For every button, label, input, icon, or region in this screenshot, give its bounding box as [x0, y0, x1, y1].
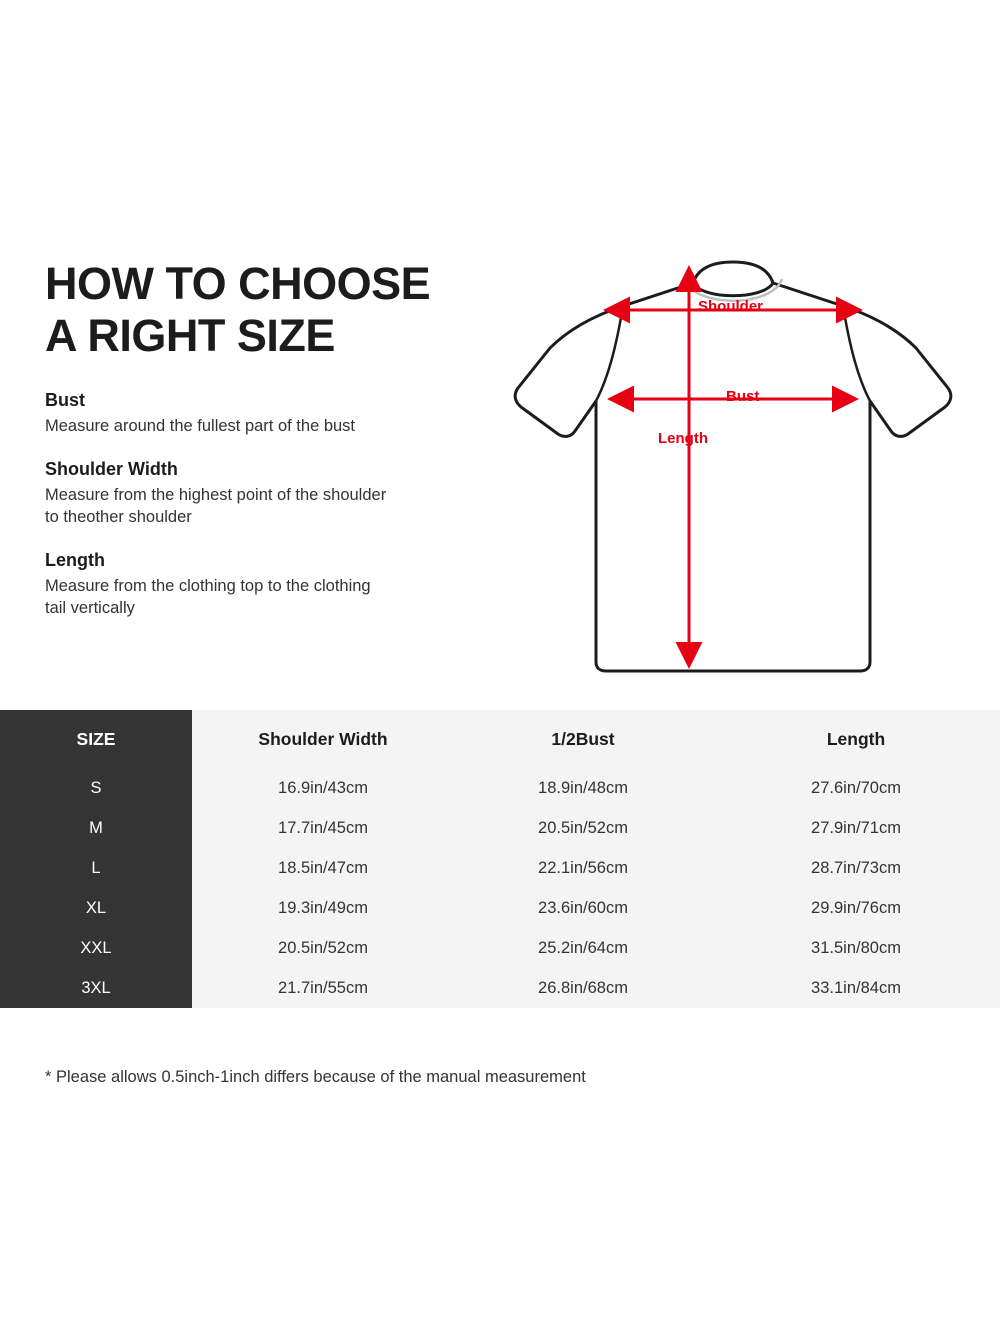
- definition-shoulder-width: [45, 459, 495, 528]
- page-title: [45, 258, 495, 362]
- cell-size: L: [0, 848, 192, 888]
- table-row: [0, 888, 1000, 928]
- shoulder-dimension-label: Shoulder: [698, 298, 764, 315]
- definition-desc: Measure from the clothing top to the clothing tail vertically: [45, 577, 371, 617]
- length-dimension-label: Length: [658, 430, 708, 447]
- tshirt-body-path: [515, 262, 951, 671]
- cell-shoulder-width: 21.7in/55cm: [192, 968, 454, 1008]
- cell-size: XL: [0, 888, 192, 928]
- cell-half-bust: 22.1in/56cm: [454, 848, 712, 888]
- size-chart-table: [0, 710, 1000, 1008]
- table-row: [0, 928, 1000, 968]
- table-row: [0, 808, 1000, 848]
- definition-term: Length: [45, 550, 105, 570]
- size-chart-table-wrap: [0, 710, 1000, 1030]
- column-header-shoulder-width: Shoulder Width: [192, 710, 454, 768]
- page-title-line1: HOW TO CHOOSE: [45, 258, 431, 309]
- page-title-line2: A RIGHT SIZE: [45, 310, 335, 361]
- table-row: [0, 968, 1000, 1008]
- cell-length: 29.9in/76cm: [712, 888, 1000, 928]
- cell-length: 27.9in/71cm: [712, 808, 1000, 848]
- cell-shoulder-width: 20.5in/52cm: [192, 928, 454, 968]
- table-body: [0, 768, 1000, 1008]
- table-header: [0, 710, 1000, 768]
- cell-length: 27.6in/70cm: [712, 768, 1000, 808]
- column-header-half-bust: 1/2Bust: [454, 710, 712, 768]
- definition-length: [45, 550, 495, 619]
- cell-size: XXL: [0, 928, 192, 968]
- bust-dimension-label: Bust: [726, 388, 760, 405]
- cell-half-bust: 18.9in/48cm: [454, 768, 712, 808]
- cell-half-bust: 26.8in/68cm: [454, 968, 712, 1008]
- definition-term: Shoulder Width: [45, 459, 178, 479]
- cell-half-bust: 23.6in/60cm: [454, 888, 712, 928]
- definition-desc: Measure from the highest point of the shoulder to theother shoulder: [45, 486, 387, 526]
- cell-size: S: [0, 768, 192, 808]
- cell-half-bust: 20.5in/52cm: [454, 808, 712, 848]
- table-row: [0, 848, 1000, 888]
- headings-block: [45, 258, 495, 641]
- table-header-row: [0, 710, 1000, 768]
- tshirt-measurement-diagram: [498, 238, 968, 698]
- cell-length: 33.1in/84cm: [712, 968, 1000, 1008]
- cell-size: 3XL: [0, 968, 192, 1008]
- column-header-size: SIZE: [0, 710, 192, 768]
- definition-bust: [45, 390, 495, 437]
- cell-shoulder-width: 18.5in/47cm: [192, 848, 454, 888]
- table-row: [0, 768, 1000, 808]
- column-header-length: Length: [712, 710, 1000, 768]
- cell-shoulder-width: 16.9in/43cm: [192, 768, 454, 808]
- definition-term: Bust: [45, 390, 85, 410]
- cell-size: M: [0, 808, 192, 848]
- measurement-note: * Please allows 0.5inch-1inch differs because of the manual measurement: [45, 1068, 586, 1086]
- cell-shoulder-width: 19.3in/49cm: [192, 888, 454, 928]
- cell-length: 28.7in/73cm: [712, 848, 1000, 888]
- cell-half-bust: 25.2in/64cm: [454, 928, 712, 968]
- definition-desc: Measure around the fullest part of the bust: [45, 417, 356, 435]
- cell-length: 31.5in/80cm: [712, 928, 1000, 968]
- cell-shoulder-width: 17.7in/45cm: [192, 808, 454, 848]
